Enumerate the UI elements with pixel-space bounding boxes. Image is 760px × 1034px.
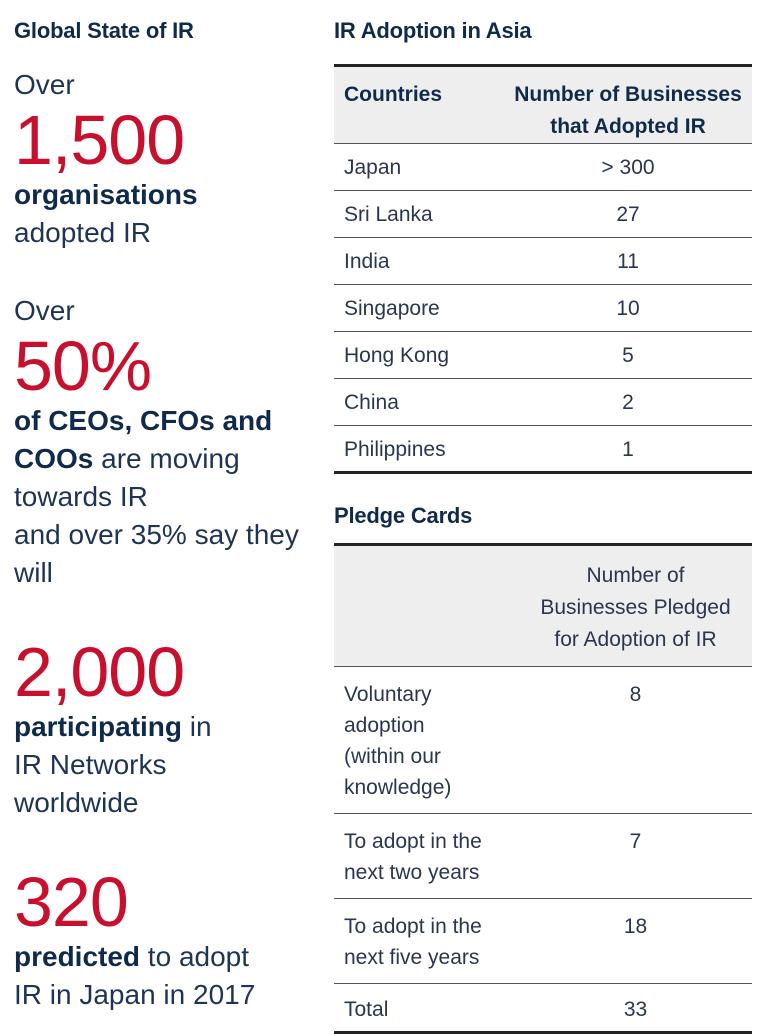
table-row	[334, 814, 752, 899]
stat3-number: 2,000	[14, 633, 185, 711]
pledge-header-blank	[334, 545, 519, 667]
asia-header-count	[504, 66, 752, 144]
pledge-header-row	[334, 545, 752, 667]
stat3-em: participating	[14, 711, 183, 742]
stat2-rest3: and over 35% say they	[14, 519, 299, 550]
pledge-category-line: Total	[344, 998, 389, 1021]
pledge-header-line2: Businesses Pledged	[540, 596, 731, 619]
count-cell: 10	[504, 285, 752, 332]
asia-table	[334, 64, 752, 474]
stat-predicted	[14, 863, 314, 1014]
country-cell: China	[334, 379, 504, 426]
country-cell: Hong Kong	[334, 332, 504, 379]
pledge-title: Pledge Cards	[334, 503, 473, 528]
pledge-header-line1: Number of	[586, 564, 685, 587]
pledge-count-cell: 18	[519, 899, 752, 984]
stat4-rest1: to adopt	[140, 941, 250, 972]
stat3-rest1: in	[182, 711, 212, 742]
count-cell: > 300	[504, 144, 752, 191]
stat2-number: 50%	[14, 327, 152, 405]
count-cell: 2	[504, 379, 752, 426]
stat-organisations	[14, 66, 314, 252]
pledge-category-cell	[334, 899, 519, 984]
pledge-category-line: adoption	[344, 714, 425, 737]
country-cell: Singapore	[334, 285, 504, 332]
global-state-title: Global State of IR	[14, 18, 194, 43]
table-row	[334, 426, 752, 473]
asia-header-count-line2: that Adopted IR	[550, 115, 706, 138]
stat3-rest3: worldwide	[14, 787, 139, 818]
country-cell: Philippines	[344, 437, 446, 461]
stat1-number: 1,500	[14, 101, 185, 179]
stat4-number: 320	[14, 863, 128, 941]
pledge-table	[334, 543, 752, 1034]
pledge-category-cell	[334, 984, 519, 1033]
stat2-rest2: towards IR	[14, 481, 148, 512]
stat-executives	[14, 292, 314, 592]
table-row	[334, 984, 752, 1033]
table-row	[334, 191, 752, 238]
count-cell: 11	[504, 238, 752, 285]
count-cell: 5	[504, 332, 752, 379]
pledge-header-count	[519, 545, 752, 667]
asia-header-countries: Countries	[334, 66, 504, 144]
pledge-header-line3: for Adoption of IR	[554, 628, 717, 651]
pledge-category-line: knowledge)	[344, 776, 452, 799]
stat4-em: predicted	[14, 941, 141, 972]
table-row	[334, 332, 752, 379]
pledge-category-line: next five years	[344, 946, 480, 969]
pledge-category-line: next two years	[344, 861, 480, 884]
pledge-category-line: (within our	[344, 745, 441, 768]
table-row	[334, 667, 752, 814]
table-row	[334, 144, 752, 191]
stat2-em2: COOs	[14, 443, 94, 474]
pledge-count-cell: 7	[519, 814, 752, 899]
stat1-post: adopted IR	[14, 217, 151, 248]
country-cell: Japan	[334, 144, 504, 191]
stat4-rest2: IR in Japan in 2017	[14, 979, 256, 1010]
count-cell: 1	[622, 437, 634, 461]
pledge-table-wrapper	[334, 543, 752, 1034]
pledge-category-line: To adopt in the	[344, 830, 482, 853]
pledge-count-cell: 33	[623, 998, 648, 1021]
stat2-rest1: are moving	[93, 443, 240, 474]
table-row	[334, 899, 752, 984]
pledge-category-cell	[334, 814, 519, 899]
country-cell: India	[334, 238, 504, 285]
asia-header-count-line1: Number of Businesses	[514, 83, 742, 106]
stat2-rest4: will	[14, 557, 53, 588]
country-cell: Sri Lanka	[334, 191, 504, 238]
pledge-category-cell	[334, 667, 519, 814]
stat2-line2	[14, 440, 314, 478]
stat3-line1	[14, 708, 314, 746]
stat1-pre: Over	[14, 69, 75, 100]
pledge-category-line: To adopt in the	[344, 915, 482, 938]
stat-participating	[14, 633, 314, 822]
stat1-em: organisations	[14, 179, 198, 210]
pledge-category-line: Voluntary	[344, 683, 432, 706]
count-cell: 27	[504, 191, 752, 238]
table-row	[334, 285, 752, 332]
asia-header-row	[334, 66, 752, 144]
stat2-pre: Over	[14, 295, 75, 326]
asia-table-wrapper	[334, 64, 752, 474]
asia-title: IR Adoption in Asia	[334, 18, 532, 43]
pledge-count-cell: 8	[519, 667, 752, 814]
table-row	[334, 238, 752, 285]
stat3-rest2: IR Networks	[14, 749, 167, 780]
stat2-em1: of CEOs, CFOs and	[14, 405, 273, 436]
stat4-line1	[14, 938, 314, 976]
table-row	[334, 379, 752, 426]
